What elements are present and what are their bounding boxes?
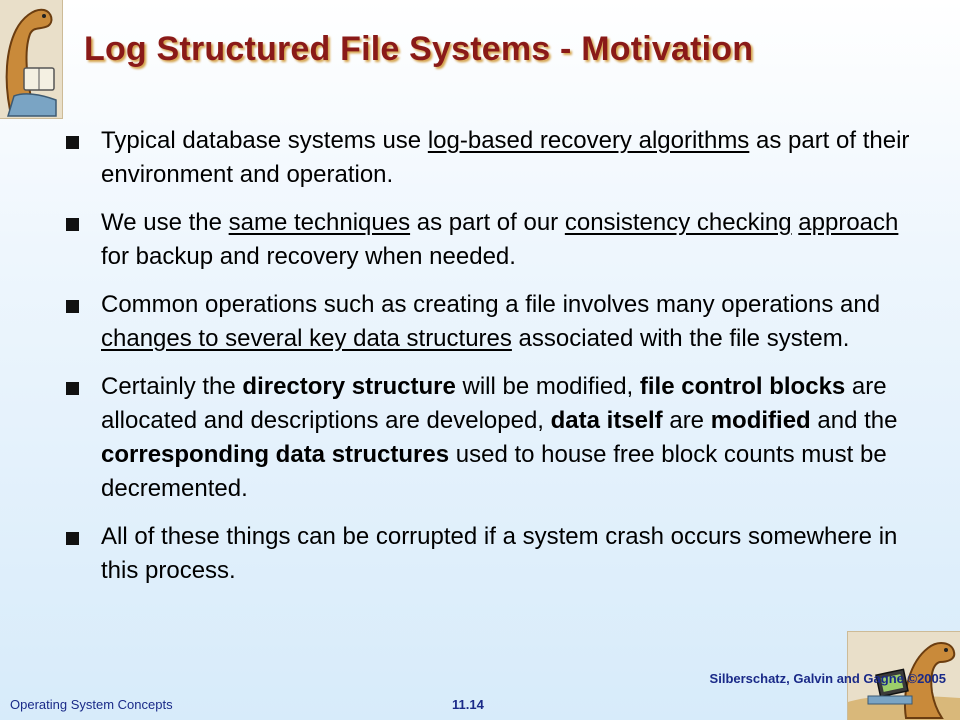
bullet-text: as part of our — [410, 209, 565, 236]
underlined-text: changes to several key data structures — [101, 325, 512, 352]
bullet-text: Common operations such as creating a file involves many operations and — [101, 291, 881, 318]
bullet-list — [66, 124, 916, 602]
bullet-item — [66, 124, 916, 192]
bold-text: modified — [710, 407, 811, 434]
underlined-text: consistency checking — [564, 209, 792, 236]
square-bullet-icon — [66, 218, 79, 231]
bullet-text: as part of their environment and operation. — [101, 127, 910, 188]
bold-text: corresponding data structures — [101, 441, 450, 468]
square-bullet-icon — [66, 532, 79, 545]
bullet-text: for backup and recovery when needed. — [101, 243, 516, 270]
bold-text: file control blocks — [639, 373, 846, 400]
footer-course: Operating System Concepts — [10, 697, 173, 712]
square-bullet-icon — [66, 300, 79, 313]
bullet-text: Typical database systems use — [101, 127, 428, 154]
bold-text: data itself — [550, 407, 663, 434]
square-bullet-icon — [66, 136, 79, 149]
bullet-item — [66, 288, 916, 356]
dinosaur-reading-icon — [0, 0, 63, 119]
underlined-text: same techniques — [228, 209, 411, 236]
page-title: Log Structured File Systems - Motivation — [84, 30, 754, 68]
bullet-item — [66, 520, 916, 588]
bullet-text: and the — [810, 407, 898, 434]
underlined-text: approach — [798, 209, 899, 236]
bullet-text: All of these things can be corrupted if a system crash occurs somewhere in this process. — [101, 523, 898, 584]
slide-number: 11.14 — [452, 697, 484, 712]
square-bullet-icon — [66, 382, 79, 395]
bullet-item — [66, 206, 916, 274]
bullet-text: We use the — [101, 209, 229, 236]
underlined-text: log-based recovery algorithms — [427, 127, 750, 154]
bullet-text: Certainly the — [101, 373, 243, 400]
bullet-text: are allocated and descriptions are developed, — [101, 373, 887, 434]
bold-text: directory structure — [242, 373, 456, 400]
bullet-text: associated with the file system. — [511, 325, 850, 352]
bullet-text: are — [662, 407, 711, 434]
bullet-item — [66, 370, 916, 506]
bullet-text: will be modified, — [455, 373, 640, 400]
footer-copyright: Silberschatz, Galvin and Gagne ©2005 — [709, 671, 946, 686]
bullet-text: used to house free block counts must be decremented. — [101, 441, 887, 502]
